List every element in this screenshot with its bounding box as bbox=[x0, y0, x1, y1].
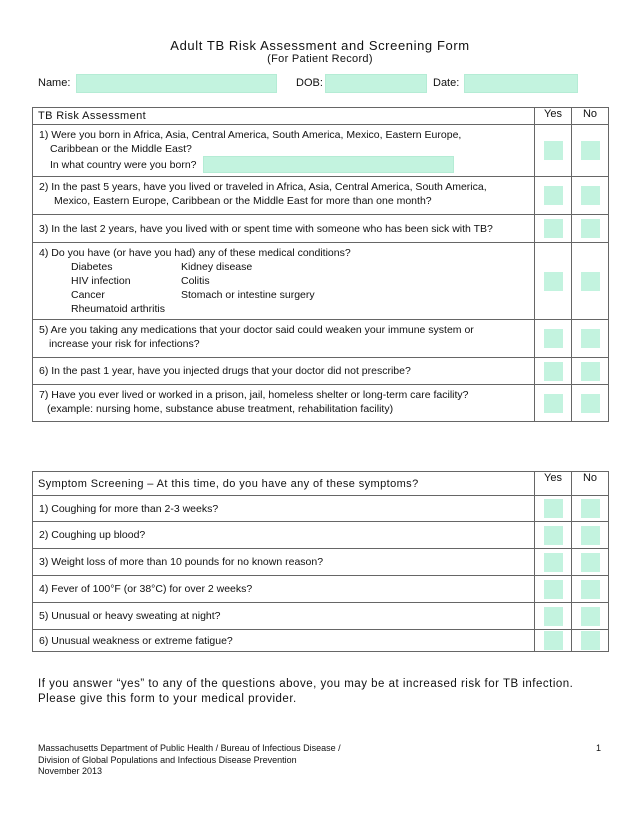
risk-question-4 bbox=[33, 243, 609, 320]
symptom-4-yes-checkbox[interactable] bbox=[544, 580, 563, 599]
footer-line-1: Massachusetts Department of Public Health / Bureau of Infectious Disease / bbox=[38, 743, 341, 753]
dob-field[interactable] bbox=[325, 74, 427, 93]
risk-question-2 bbox=[33, 177, 609, 215]
risk-assessment-table bbox=[32, 107, 609, 422]
q5-line1: 5) Are you taking any medications that your doctor said could weaken your immune system or bbox=[39, 324, 474, 336]
q7-line1: 7) Have you ever lived or worked in a prison, jail, homeless shelter or long-term care facility? bbox=[39, 389, 469, 401]
symptom-5-no-checkbox[interactable] bbox=[581, 607, 600, 626]
q7-no-checkbox[interactable] bbox=[581, 394, 600, 413]
symptom-row bbox=[33, 522, 609, 549]
symptom-text: 2) Coughing up blood? bbox=[39, 529, 146, 541]
q1-line3: In what country were you born? bbox=[50, 158, 197, 171]
symptom-1-yes-checkbox[interactable] bbox=[544, 499, 563, 518]
risk-yes-header: Yes bbox=[535, 108, 572, 125]
q2-line1: 2) In the past 5 years, have you lived or traveled in Africa, Asia, Central America, South America, bbox=[39, 181, 487, 193]
birth-country-field[interactable] bbox=[203, 156, 454, 173]
risk-question-7 bbox=[33, 385, 609, 422]
conditions-list bbox=[39, 260, 528, 316]
symptom-6-yes-checkbox[interactable] bbox=[544, 631, 563, 650]
symptom-2-yes-checkbox[interactable] bbox=[544, 526, 563, 545]
closing-line-1: If you answer “yes” to any of the questions above, you may be at increased risk for TB infection. bbox=[38, 678, 574, 690]
symptom-no-header: No bbox=[572, 472, 609, 496]
symptom-4-no-checkbox[interactable] bbox=[581, 580, 600, 599]
symptom-row bbox=[33, 603, 609, 630]
symptom-6-no-checkbox[interactable] bbox=[581, 631, 600, 650]
symptom-row bbox=[33, 576, 609, 603]
symptom-3-yes-checkbox[interactable] bbox=[544, 553, 563, 572]
date-field[interactable] bbox=[464, 74, 578, 93]
risk-question-5 bbox=[33, 320, 609, 358]
condition-item: HIV infection bbox=[71, 275, 131, 287]
risk-heading: TB Risk Assessment bbox=[33, 108, 535, 125]
condition-item: Rheumatoid arthritis bbox=[71, 303, 165, 315]
q6-text: 6) In the past 1 year, have you injected drugs that your doctor did not prescribe? bbox=[39, 365, 411, 377]
q5-line2: increase your risk for infections? bbox=[49, 338, 200, 350]
q3-text: 3) In the last 2 years, have you lived with or spent time with someone who has been sick with TB? bbox=[39, 222, 493, 235]
condition-item: Kidney disease bbox=[181, 261, 253, 273]
footer-line-2: Division of Global Populations and Infectious Disease Prevention bbox=[38, 754, 297, 765]
risk-question-3 bbox=[33, 215, 609, 243]
symptom-text: 6) Unusual weakness or extreme fatigue? bbox=[39, 634, 233, 647]
symptom-1-no-checkbox[interactable] bbox=[581, 499, 600, 518]
symptom-row bbox=[33, 496, 609, 522]
q5-no-checkbox[interactable] bbox=[581, 329, 600, 348]
risk-question-6 bbox=[33, 358, 609, 385]
q1-line2: Caribbean or the Middle East? bbox=[50, 143, 192, 155]
condition-item: Colitis bbox=[181, 275, 210, 287]
symptom-5-yes-checkbox[interactable] bbox=[544, 607, 563, 626]
risk-question-1 bbox=[33, 125, 609, 177]
condition-item: Diabetes bbox=[71, 261, 113, 273]
q7-line2: (example: nursing home, substance abuse treatment, rehabilitation facility) bbox=[47, 403, 394, 415]
q7-yes-checkbox[interactable] bbox=[544, 394, 563, 413]
q1-yes-checkbox[interactable] bbox=[544, 141, 563, 160]
page-number: 1 bbox=[596, 743, 602, 753]
symptom-heading: Symptom Screening – At this time, do you have any of these symptoms? bbox=[33, 472, 535, 496]
symptom-text: 3) Weight loss of more than 10 pounds for no known reason? bbox=[39, 556, 324, 568]
condition-item: Stomach or intestine surgery bbox=[181, 289, 315, 301]
symptom-yes-header: Yes bbox=[535, 472, 572, 496]
date-label: Date: bbox=[433, 77, 460, 89]
q3-no-checkbox[interactable] bbox=[581, 219, 600, 238]
q4-text: 4) Do you have (or have you had) any of these medical conditions? bbox=[39, 247, 351, 259]
closing-line-2: Please give this form to your medical provider. bbox=[38, 693, 297, 705]
footer bbox=[38, 743, 341, 778]
closing-text bbox=[38, 677, 573, 707]
symptom-screening-table bbox=[32, 471, 609, 652]
q1-no-checkbox[interactable] bbox=[581, 141, 600, 160]
form-title: Adult TB Risk Assessment and Screening Form bbox=[170, 38, 470, 53]
risk-no-header: No bbox=[572, 108, 609, 125]
form-subtitle: (For Patient Record) bbox=[267, 53, 373, 65]
q2-no-checkbox[interactable] bbox=[581, 186, 600, 205]
dob-label: DOB: bbox=[296, 77, 323, 89]
q5-yes-checkbox[interactable] bbox=[544, 329, 563, 348]
symptom-row bbox=[33, 630, 609, 652]
symptom-text: 1) Coughing for more than 2-3 weeks? bbox=[39, 502, 219, 515]
q1-line1: 1) Were you born in Africa, Asia, Central America, South America, Mexico, Eastern Europe, bbox=[39, 129, 462, 141]
name-field[interactable] bbox=[76, 74, 277, 93]
name-label: Name: bbox=[38, 77, 71, 89]
q3-yes-checkbox[interactable] bbox=[544, 219, 563, 238]
symptom-text: 5) Unusual or heavy sweating at night? bbox=[39, 610, 221, 622]
condition-item: Cancer bbox=[71, 289, 105, 301]
q4-no-checkbox[interactable] bbox=[581, 272, 600, 291]
q6-yes-checkbox[interactable] bbox=[544, 362, 563, 381]
symptom-text: 4) Fever of 100°F (or 38°C) for over 2 weeks? bbox=[39, 583, 253, 595]
q2-line2: Mexico, Eastern Europe, Caribbean or the Middle East for more than one month? bbox=[54, 195, 432, 207]
symptom-row bbox=[33, 549, 609, 576]
footer-line-3: November 2013 bbox=[38, 766, 103, 776]
symptom-2-no-checkbox[interactable] bbox=[581, 526, 600, 545]
symptom-3-no-checkbox[interactable] bbox=[581, 553, 600, 572]
q6-no-checkbox[interactable] bbox=[581, 362, 600, 381]
q2-yes-checkbox[interactable] bbox=[544, 186, 563, 205]
q4-yes-checkbox[interactable] bbox=[544, 272, 563, 291]
